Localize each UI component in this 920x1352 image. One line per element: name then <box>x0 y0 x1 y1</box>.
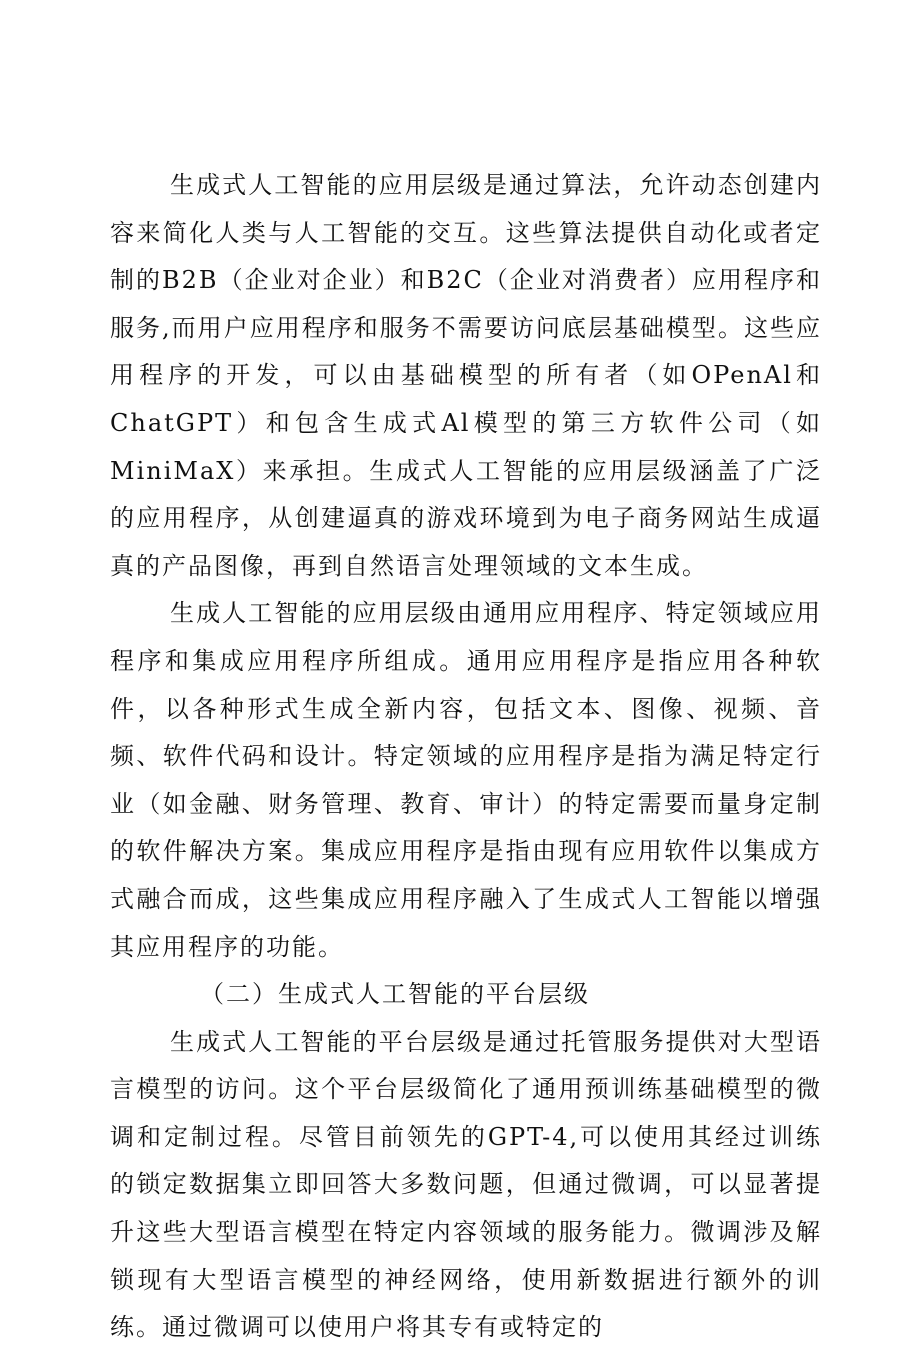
document-body <box>110 162 822 1352</box>
paragraph-application-layer-composition: 生成人工智能的应用层级由通用应用程序、特定领域应用程序和集成应用程序所组成。通用应用程序是指应用各种软件，以各种形式生成全新内容，包括文本、图像、视频、音频、软件代码和设计。特定领域的应用程序是指为满足特定行业（如金融、财务管理、教育、审计）的特定需要而量身定制的软件解决方案。集成应用程序是指由现有应用软件以集成方式融合而成，这些集成应用程序融入了生成式人工智能以增强其应用程序的功能。 <box>110 599 822 961</box>
paragraph-platform-layer: 生成式人工智能的平台层级是通过托管服务提供对大型语言模型的访问。这个平台层级简化了通用预训练基础模型的微调和定制过程。尽管目前领先的GPT-4,可以使用其经过训练的锁定数据集立即回答大多数问题，但通过微调，可以显著提升这些大型语言模型在特定内容领域的服务能力。微调涉及解锁现有大型语言模型的神经网络，使用新数据进行额外的训练。通过微调可以使用户将其专有或特定的 <box>110 1027 822 1342</box>
paragraph-application-layer-intro: 生成式人工智能的应用层级是通过算法，允许动态创建内容来简化人类与人工智能的交互。这些算法提供自动化或者定制的B2B（企业对企业）和B2C（企业对消费者）应用程序和服务,而用户应用程序和服务不需要访问底层基础模型。这些应用程序的开发，可以由基础模型的所有者（如OPenAl和ChatGPT）和包含生成式Al模型的第三方软件公司（如MiniMaX）来承担。生成式人工智能的应用层级涵盖了广泛的应用程序，从创建逼真的游戏环境到为电子商务网站生成逼真的产品图像，再到自然语言处理领域的文本生成。 <box>110 171 822 580</box>
section-heading-platform-layer: （二）生成式人工智能的平台层级 <box>200 980 590 1009</box>
